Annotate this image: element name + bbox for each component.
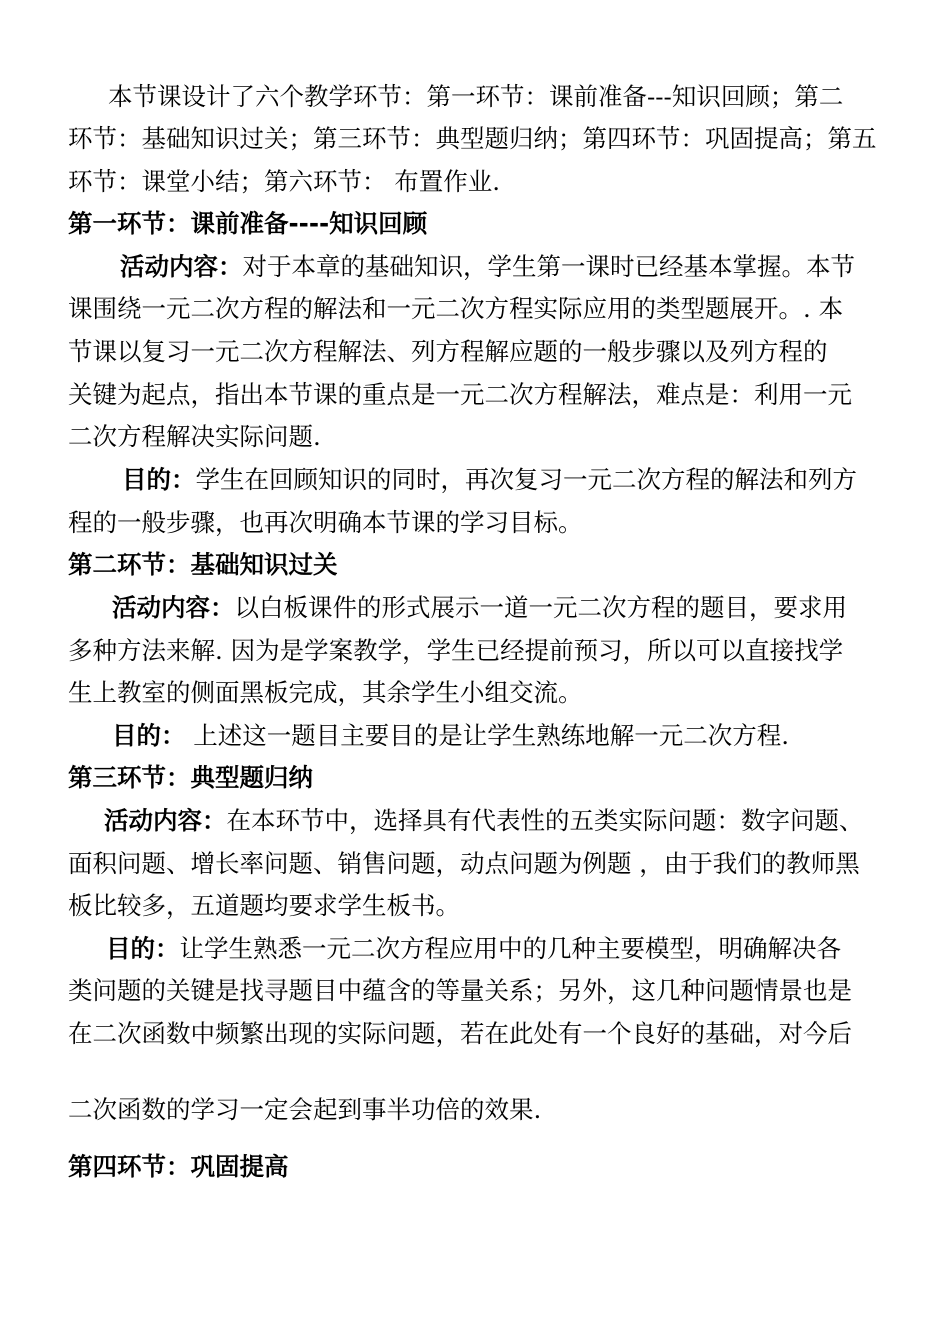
paragraph-text: 让学生熟悉一元二次方程应用中的几种主要模型，明确解决各 (179, 934, 841, 963)
activity-label: 活动内容： (112, 593, 235, 622)
section-heading: 第三环节：典型题归纳 (68, 763, 313, 792)
paragraph-text: 以白板课件的形式展示一道一元二次方程的题目，要求用 (234, 593, 847, 622)
paragraph-text: 对于本章的基础知识，学生第一课时已经基本掌握。本节 (242, 252, 855, 281)
purpose-paragraph-line (106, 934, 926, 964)
paragraph-line: 二次方程解决实际问题. (68, 422, 321, 451)
purpose-label: 目的： (106, 934, 180, 963)
activity-label: 活动内容： (104, 806, 227, 835)
activity-paragraph-line (120, 252, 940, 282)
paragraph-text: 在本环节中，选择具有代表性的五类实际问题：数字问题、 (226, 806, 864, 835)
paragraph-line: 二次函数的学习一定会起到事半功倍的效果. (68, 1095, 542, 1124)
paragraph-line: 关键为起点，指出本节课的重点是一元二次方程解法，难点是：利用一元 (68, 380, 852, 409)
purpose-paragraph-line (112, 721, 932, 751)
paragraph-line: 生上教室的侧面黑板完成，其余学生小组交流。 (68, 678, 583, 707)
paragraph-line: 课围绕一元二次方程的解法和一元二次方程实际应用的类型题展开。. 本 (68, 294, 844, 323)
purpose-paragraph-line (122, 465, 942, 495)
paragraph-line: 多种方法来解. 因为是学案教学，学生已经提前预习，所以可以直接找学 (68, 636, 844, 665)
section-heading: 第二环节：基础知识过关 (68, 550, 338, 579)
intro-line: 环节：课堂小结；第六环节： 布置作业. (68, 167, 501, 196)
activity-paragraph-line (104, 806, 924, 836)
paragraph-line: 在二次函数中频繁出现的实际问题，若在此处有一个良好的基础，对今后 (68, 1019, 852, 1048)
paragraph-line: 板比较多，五道题均要求学生板书。 (68, 891, 460, 920)
paragraph-line: 程的一般步骤，也再次明确本节课的学习目标。 (68, 508, 583, 537)
activity-paragraph-line (112, 593, 932, 623)
intro-line: 环节：基础知识过关；第三环节：典型题归纳；第四环节：巩固提高；第五 (68, 124, 877, 153)
paragraph-text: 上述这一题目主要目的是让学生熟练地解一元二次方程. (185, 721, 790, 750)
section-heading: 第一环节：课前准备----知识回顾 (68, 209, 428, 238)
intro-line: 本节课设计了六个教学环节：第一环节：课前准备---知识回顾；第二 (108, 82, 844, 111)
section-heading: 第四环节：巩固提高 (68, 1152, 289, 1181)
activity-label: 活动内容： (120, 252, 243, 281)
purpose-label: 目的： (122, 465, 196, 494)
purpose-label: 目的： (112, 721, 186, 750)
paragraph-line: 节课以复习一元二次方程解法、列方程解应题的一般步骤以及列方程的 (68, 337, 828, 366)
paragraph-line: 面积问题、增长率问题、销售问题，动点问题为例题 ，由于我们的教师黑 (68, 849, 860, 878)
paragraph-line: 类问题的关键是找寻题目中蕴含的等量关系；另外，这几种问题情景也是 (68, 976, 852, 1005)
paragraph-text: 学生在回顾知识的同时，再次复习一元二次方程的解法和列方 (195, 465, 857, 494)
